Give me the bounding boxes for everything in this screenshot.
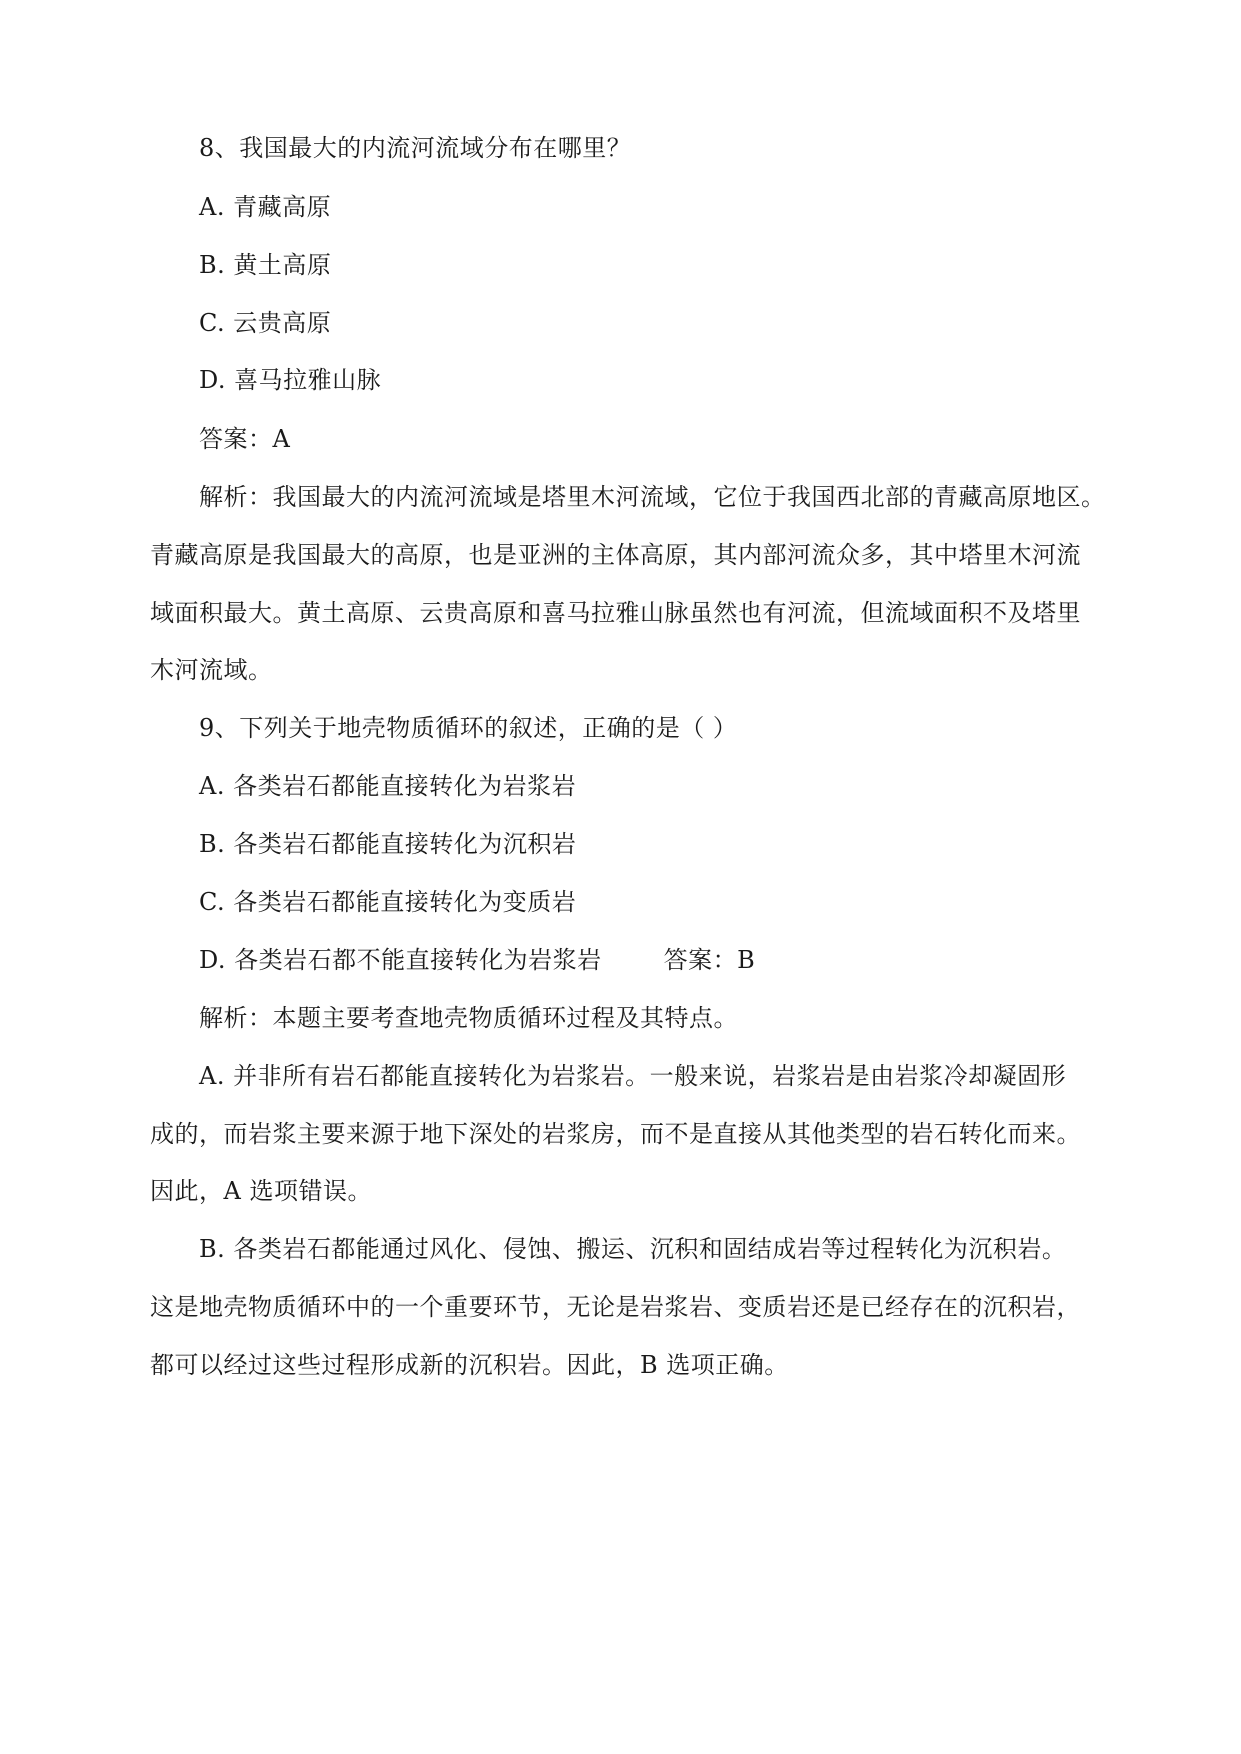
question-9-analysis-a-line: 成的，而岩浆主要来源于地下深处的岩浆房，而不是直接从其他类型的岩石转化而来。 [150,1120,1081,1148]
question-9-option-a: A. 各类岩石都能直接转化为岩浆岩 [199,772,577,800]
question-8-explanation-line: 青藏高原是我国最大的高原，也是亚洲的主体高原，其内部河流众多，其中塔里木河流 [150,541,1081,569]
question-8-option-a: A. 青藏高原 [199,193,332,221]
question-9-text: 9、下列关于地壳物质循环的叙述，正确的是（ ） [199,714,738,742]
question-9-analysis-b-line: B. 各类岩石都能通过风化、侵蚀、搬运、沉积和固结成岩等过程转化为沉积岩。 [199,1235,1067,1263]
question-8-explanation-line: 木河流域。 [150,656,273,684]
question-9-answer: 答案：B [663,946,756,974]
question-9-analysis-a-line: A. 并非所有岩石都能直接转化为岩浆岩。一般来说，岩浆岩是由岩浆冷却凝固形 [199,1062,1067,1090]
question-8-explanation-line: 域面积最大。黄土高原、云贵高原和喜马拉雅山脉虽然也有河流，但流域面积不及塔里 [150,599,1081,627]
question-8-answer: 答案：A [199,425,291,453]
question-8-option-c: C. 云贵高原 [199,309,332,337]
question-8-explanation-line: 解析：我国最大的内流河流域是塔里木河流域，它位于我国西北部的青藏高原地区。 [199,483,1106,511]
question-8-text: 8、我国最大的内流河流域分布在哪里？ [199,134,632,162]
question-9-option-d-row [199,945,755,975]
question-9-analysis-b-line: 都可以经过这些过程形成新的沉积岩。因此，B 选项正确。 [150,1351,789,1379]
question-9-explanation-intro: 解析：本题主要考查地壳物质循环过程及其特点。 [199,1004,738,1032]
question-9-option-c: C. 各类岩石都能直接转化为变质岩 [199,888,577,916]
question-9-analysis-b-line: 这是地壳物质循环中的一个重要环节，无论是岩浆岩、变质岩还是已经存在的沉积岩， [150,1293,1081,1321]
question-9-option-b: B. 各类岩石都能直接转化为沉积岩 [199,830,577,858]
question-9-option-d: D. 各类岩石都不能直接转化为岩浆岩 [199,946,602,974]
question-9-analysis-a-line: 因此，A 选项错误。 [150,1177,372,1205]
question-8-option-b: B. 黄土高原 [199,251,332,279]
question-8-option-d: D. 喜马拉雅山脉 [199,366,382,394]
